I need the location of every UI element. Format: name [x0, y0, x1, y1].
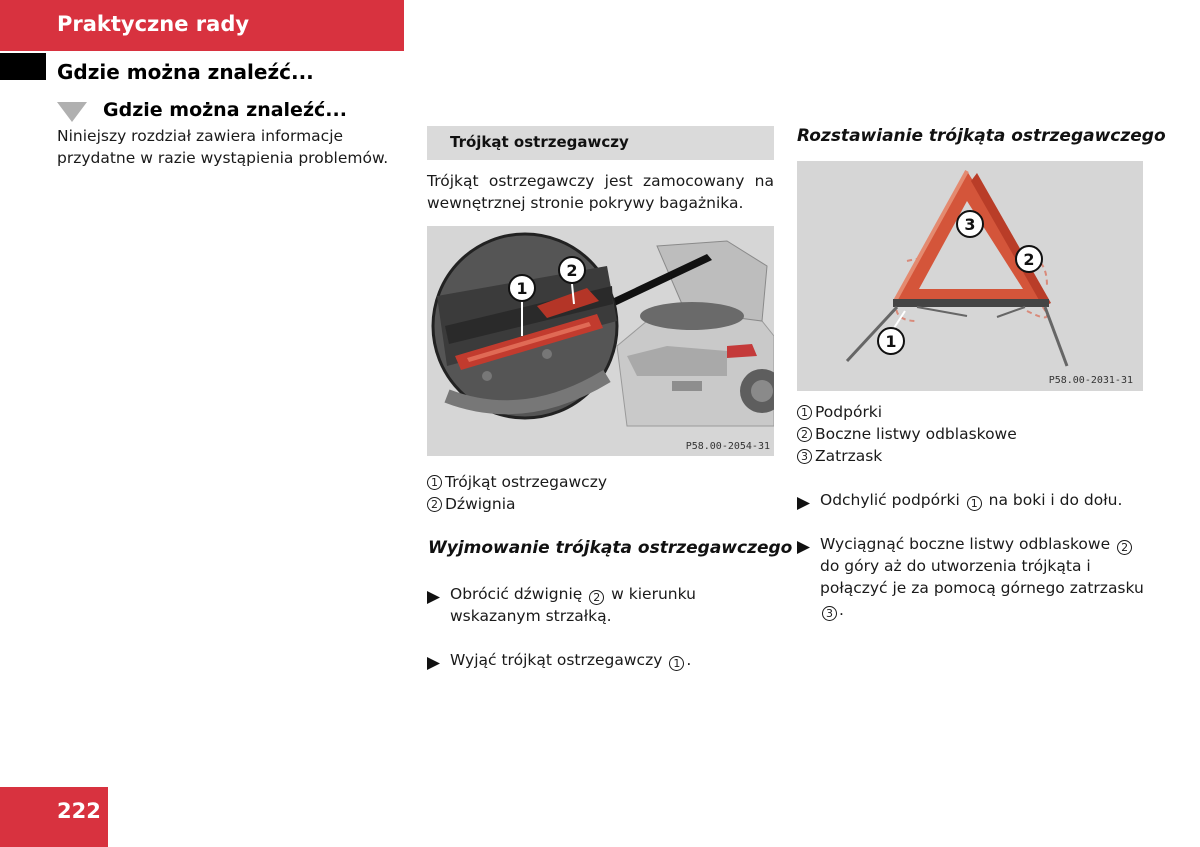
instruction-step: Odchylić podpórki 1 na boki i do dołu.	[797, 489, 1167, 516]
figure-callout-1: 1	[516, 279, 528, 298]
removal-heading: Wyjmowanie trójkąta ostrzegawczego	[428, 538, 793, 558]
triangle-down-icon	[57, 102, 87, 122]
figure-legend	[427, 471, 607, 515]
setup-heading: Rozstawianie trójkąta ostrzegawczego	[797, 126, 1166, 146]
figure-code: P58.00-2031-31	[1048, 375, 1133, 386]
step-arrow-icon	[427, 657, 440, 670]
legend-item: 2 Boczne listwy odblaskowe	[797, 423, 1017, 445]
callout-number: 2	[797, 427, 812, 442]
step-arrow-icon	[427, 591, 440, 604]
instruction-step: Wyciągnąć boczne listwy odblaskowe 2 do góry aż do utworzenia trójkąta i połączyć je za pomocą górnego zatrzasku 3 .	[797, 533, 1147, 621]
sub-heading: Gdzie można znaleźć...	[103, 99, 347, 121]
legend-item: 1 Trójkąt ostrzegawczy	[427, 471, 607, 493]
figure-callout-2: 2	[1023, 250, 1035, 269]
callout-number: 3	[797, 449, 812, 464]
topic-box-title: Trójkąt ostrzegawczy	[450, 133, 629, 151]
triangle-setup-figure	[797, 161, 1143, 391]
legend-item: 2 Dźwignia	[427, 493, 607, 515]
trunk-lid-figure	[427, 226, 774, 456]
figure-callout-3: 3	[964, 215, 976, 234]
instruction-step: Obrócić dźwignię 2 w kierunku wskazanym strzałką.	[427, 583, 777, 627]
callout-number: 2	[427, 497, 442, 512]
step-arrow-icon	[797, 541, 810, 554]
callout-number: 1	[427, 475, 442, 490]
callout-number: 1	[797, 405, 812, 420]
instruction-step: Wyjąć trójkąt ostrzegawczy 1 .	[427, 649, 777, 676]
figure-callout-1: 1	[885, 332, 897, 351]
heading-marker	[0, 53, 46, 80]
step-arrow-icon	[797, 497, 810, 510]
mounting-paragraph: Trójkąt ostrzegawczy jest zamocowany na wewnętrznej stronie pokrywy bagażnika.	[427, 172, 774, 212]
page-number: 222	[57, 799, 101, 823]
figure-code: P58.00-2054-31	[685, 441, 770, 452]
figure-callout-2: 2	[566, 261, 578, 280]
section-title: Praktyczne rady	[57, 12, 250, 36]
legend-item: 3 Zatrzask	[797, 445, 1017, 467]
legend-item: 1 Podpórki	[797, 401, 1017, 423]
figure-legend	[797, 401, 1017, 467]
page-title: Gdzie można znaleźć...	[57, 60, 314, 84]
intro-paragraph: Niniejszy rozdział zawiera informacje przydatne w razie wystąpienia problemów.	[57, 127, 389, 167]
